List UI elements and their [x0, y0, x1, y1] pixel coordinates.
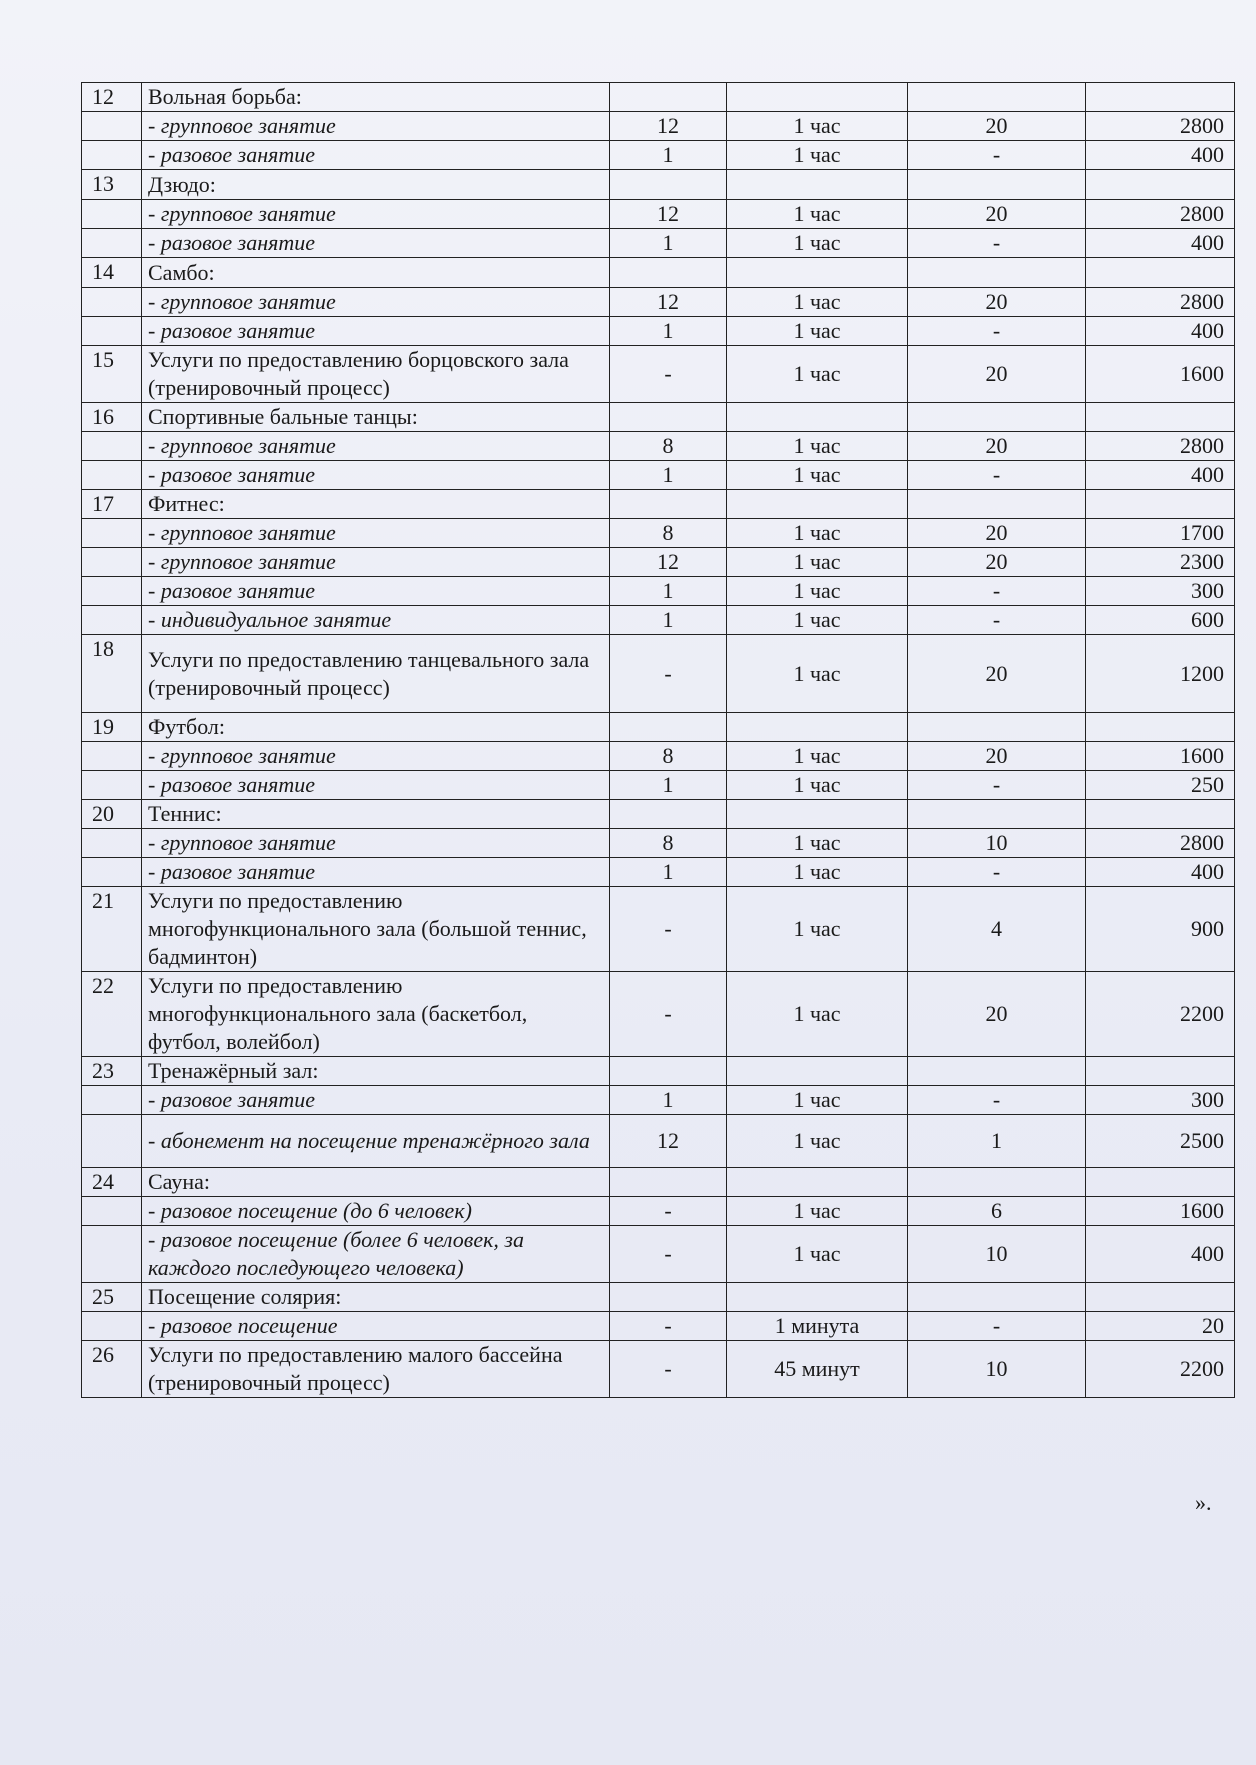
sessions-count: 12 — [610, 200, 727, 229]
row-number — [82, 577, 142, 606]
price-value — [1086, 800, 1235, 829]
table-row — [82, 317, 1235, 346]
price-value: 400 — [1086, 1226, 1235, 1283]
group-capacity: 20 — [908, 548, 1086, 577]
row-number — [82, 1086, 142, 1115]
group-capacity — [908, 403, 1086, 432]
row-number — [82, 1197, 142, 1226]
service-name: - абонемент на посещение тренажёрного зала — [142, 1115, 610, 1168]
table-row — [82, 800, 1235, 829]
service-name: Тренажёрный зал: — [142, 1057, 610, 1086]
table-row — [82, 346, 1235, 403]
service-name: - разовое занятие — [142, 461, 610, 490]
session-duration: 1 час — [727, 519, 908, 548]
service-name: - групповое занятие — [142, 829, 610, 858]
session-duration: 1 час — [727, 887, 908, 972]
table-row — [82, 972, 1235, 1057]
service-name: - индивидуальное занятие — [142, 606, 610, 635]
service-name: - групповое занятие — [142, 112, 610, 141]
row-number: 13 — [82, 170, 142, 200]
service-name: Вольная борьба: — [142, 83, 610, 112]
table-row — [82, 1283, 1235, 1312]
sessions-count — [610, 713, 727, 742]
sessions-count: - — [610, 635, 727, 713]
session-duration — [727, 403, 908, 432]
price-value: 400 — [1086, 229, 1235, 258]
sessions-count: 12 — [610, 288, 727, 317]
service-name: - разовое занятие — [142, 1086, 610, 1115]
sessions-count: 1 — [610, 317, 727, 346]
row-number: 19 — [82, 713, 142, 742]
table-row — [82, 548, 1235, 577]
row-number: 26 — [82, 1341, 142, 1398]
price-value — [1086, 258, 1235, 288]
session-duration: 1 час — [727, 972, 908, 1057]
row-number — [82, 548, 142, 577]
table-row — [82, 403, 1235, 432]
group-capacity: 10 — [908, 829, 1086, 858]
price-value: 2800 — [1086, 432, 1235, 461]
group-capacity: 20 — [908, 635, 1086, 713]
table-row — [82, 432, 1235, 461]
sessions-count: 1 — [610, 771, 727, 800]
session-duration: 1 час — [727, 577, 908, 606]
session-duration — [727, 1283, 908, 1312]
price-value: 2200 — [1086, 1341, 1235, 1398]
row-number — [82, 288, 142, 317]
price-value: 2800 — [1086, 112, 1235, 141]
row-number — [82, 1226, 142, 1283]
session-duration — [727, 1057, 908, 1086]
group-capacity — [908, 1057, 1086, 1086]
table-row — [82, 112, 1235, 141]
sessions-count — [610, 1283, 727, 1312]
session-duration: 1 час — [727, 461, 908, 490]
row-number: 14 — [82, 258, 142, 288]
price-value: 20 — [1086, 1312, 1235, 1341]
service-name: - групповое занятие — [142, 742, 610, 771]
row-number: 18 — [82, 635, 142, 713]
sessions-count — [610, 83, 727, 112]
service-name: - разовое занятие — [142, 317, 610, 346]
price-value: 400 — [1086, 858, 1235, 887]
price-value: 300 — [1086, 1086, 1235, 1115]
price-value: 1600 — [1086, 1197, 1235, 1226]
sessions-count: 8 — [610, 519, 727, 548]
price-value — [1086, 170, 1235, 200]
table-row — [82, 771, 1235, 800]
session-duration: 1 час — [727, 1086, 908, 1115]
sessions-count: - — [610, 887, 727, 972]
table-row — [82, 1341, 1235, 1398]
session-duration — [727, 490, 908, 519]
row-number: 24 — [82, 1168, 142, 1197]
sessions-count: 12 — [610, 1115, 727, 1168]
sessions-count — [610, 1057, 727, 1086]
sessions-count: 1 — [610, 577, 727, 606]
price-value: 400 — [1086, 317, 1235, 346]
sessions-count: 1 — [610, 858, 727, 887]
row-number — [82, 112, 142, 141]
group-capacity: - — [908, 141, 1086, 170]
table-row — [82, 1086, 1235, 1115]
service-name: - разовое посещение (более 6 человек, за каждого последующего человека) — [142, 1226, 610, 1283]
sessions-count — [610, 490, 727, 519]
row-number: 23 — [82, 1057, 142, 1086]
group-capacity: - — [908, 858, 1086, 887]
table-row — [82, 1226, 1235, 1283]
group-capacity — [908, 170, 1086, 200]
row-number — [82, 461, 142, 490]
group-capacity: 20 — [908, 519, 1086, 548]
service-name: Теннис: — [142, 800, 610, 829]
row-number — [82, 858, 142, 887]
service-name: Фитнес: — [142, 490, 610, 519]
group-capacity: 20 — [908, 742, 1086, 771]
group-capacity — [908, 800, 1086, 829]
row-number: 21 — [82, 887, 142, 972]
session-duration: 1 час — [727, 317, 908, 346]
table-row — [82, 1312, 1235, 1341]
price-value — [1086, 403, 1235, 432]
sessions-count — [610, 170, 727, 200]
table-row — [82, 1057, 1235, 1086]
service-name: Сауна: — [142, 1168, 610, 1197]
group-capacity: 10 — [908, 1226, 1086, 1283]
service-name: - разовое посещение — [142, 1312, 610, 1341]
price-value: 2500 — [1086, 1115, 1235, 1168]
table-row — [82, 519, 1235, 548]
group-capacity: 20 — [908, 432, 1086, 461]
service-name: - разовое посещение (до 6 человек) — [142, 1197, 610, 1226]
sessions-count: 1 — [610, 1086, 727, 1115]
group-capacity: 20 — [908, 112, 1086, 141]
service-name: Услуги по предоставлению многофункционального зала (большой теннис, бадминтон) — [142, 887, 610, 972]
service-name: Посещение солярия: — [142, 1283, 610, 1312]
row-number: 25 — [82, 1283, 142, 1312]
price-value — [1086, 713, 1235, 742]
sessions-count — [610, 800, 727, 829]
group-capacity: 6 — [908, 1197, 1086, 1226]
table-row — [82, 829, 1235, 858]
row-number: 12 — [82, 83, 142, 112]
table-row — [82, 742, 1235, 771]
row-number — [82, 200, 142, 229]
session-duration — [727, 83, 908, 112]
table-row — [82, 83, 1235, 112]
price-value: 1700 — [1086, 519, 1235, 548]
service-name: Дзюдо: — [142, 170, 610, 200]
session-duration: 1 час — [727, 771, 908, 800]
service-name: - разовое занятие — [142, 771, 610, 800]
session-duration: 1 час — [727, 346, 908, 403]
table-row — [82, 490, 1235, 519]
sessions-count: 8 — [610, 432, 727, 461]
session-duration: 1 час — [727, 229, 908, 258]
table-row — [82, 1197, 1235, 1226]
price-value: 2800 — [1086, 829, 1235, 858]
group-capacity — [908, 713, 1086, 742]
row-number — [82, 1115, 142, 1168]
sessions-count: 8 — [610, 742, 727, 771]
group-capacity: - — [908, 1086, 1086, 1115]
session-duration: 1 час — [727, 1115, 908, 1168]
session-duration: 1 час — [727, 432, 908, 461]
row-number — [82, 771, 142, 800]
session-duration — [727, 258, 908, 288]
sessions-count: - — [610, 346, 727, 403]
table-row — [82, 258, 1235, 288]
sessions-count — [610, 1168, 727, 1197]
service-name: Услуги по предоставлению танцевального зала (тренировочный процесс) — [142, 635, 610, 713]
closing-quote-mark: ». — [1195, 1490, 1212, 1515]
service-name: - разовое занятие — [142, 229, 610, 258]
row-number — [82, 519, 142, 548]
service-name: - разовое занятие — [142, 141, 610, 170]
row-number — [82, 829, 142, 858]
price-value: 400 — [1086, 141, 1235, 170]
service-name: Услуги по предоставлению многофункционального зала (баскетбол, футбол, волейбол) — [142, 972, 610, 1057]
group-capacity: - — [908, 317, 1086, 346]
price-value: 250 — [1086, 771, 1235, 800]
price-value — [1086, 1283, 1235, 1312]
sessions-count: - — [610, 1312, 727, 1341]
table-row — [82, 1115, 1235, 1168]
sessions-count: 8 — [610, 829, 727, 858]
service-name: - разовое занятие — [142, 858, 610, 887]
price-value: 2200 — [1086, 972, 1235, 1057]
session-duration: 1 час — [727, 858, 908, 887]
sessions-count: - — [610, 972, 727, 1057]
group-capacity: 20 — [908, 288, 1086, 317]
sessions-count: 12 — [610, 112, 727, 141]
row-number — [82, 229, 142, 258]
service-name: Спортивные бальные танцы: — [142, 403, 610, 432]
price-value: 2800 — [1086, 288, 1235, 317]
price-table-body — [82, 83, 1235, 1398]
group-capacity: 20 — [908, 200, 1086, 229]
price-value — [1086, 83, 1235, 112]
row-number — [82, 742, 142, 771]
group-capacity — [908, 1168, 1086, 1197]
sessions-count: - — [610, 1197, 727, 1226]
row-number — [82, 1312, 142, 1341]
group-capacity: - — [908, 577, 1086, 606]
session-duration: 1 час — [727, 112, 908, 141]
price-value: 1200 — [1086, 635, 1235, 713]
group-capacity: 10 — [908, 1341, 1086, 1398]
service-name: - групповое занятие — [142, 288, 610, 317]
row-number: 15 — [82, 346, 142, 403]
table-row — [82, 577, 1235, 606]
session-duration: 1 час — [727, 548, 908, 577]
session-duration: 1 минута — [727, 1312, 908, 1341]
table-row — [82, 858, 1235, 887]
service-name: Услуги по предоставлению малого бассейна (тренировочный процесс) — [142, 1341, 610, 1398]
price-value: 400 — [1086, 461, 1235, 490]
sessions-count: - — [610, 1226, 727, 1283]
session-duration — [727, 170, 908, 200]
row-number — [82, 432, 142, 461]
group-capacity — [908, 258, 1086, 288]
session-duration: 45 минут — [727, 1341, 908, 1398]
group-capacity: - — [908, 461, 1086, 490]
sessions-count: - — [610, 1341, 727, 1398]
sessions-count — [610, 403, 727, 432]
group-capacity — [908, 490, 1086, 519]
session-duration: 1 час — [727, 200, 908, 229]
sessions-count: 1 — [610, 461, 727, 490]
price-value: 300 — [1086, 577, 1235, 606]
session-duration: 1 час — [727, 141, 908, 170]
price-value: 2300 — [1086, 548, 1235, 577]
price-value: 1600 — [1086, 346, 1235, 403]
group-capacity: 20 — [908, 972, 1086, 1057]
group-capacity: - — [908, 606, 1086, 635]
service-name: - разовое занятие — [142, 577, 610, 606]
row-number — [82, 141, 142, 170]
session-duration — [727, 713, 908, 742]
sessions-count — [610, 258, 727, 288]
group-capacity: - — [908, 229, 1086, 258]
session-duration: 1 час — [727, 742, 908, 771]
sessions-count: 12 — [610, 548, 727, 577]
service-name: Футбол: — [142, 713, 610, 742]
row-number — [82, 606, 142, 635]
session-duration: 1 час — [727, 635, 908, 713]
table-row — [82, 713, 1235, 742]
table-row — [82, 229, 1235, 258]
price-value: 900 — [1086, 887, 1235, 972]
price-value: 2800 — [1086, 200, 1235, 229]
table-row — [82, 141, 1235, 170]
table-row — [82, 887, 1235, 972]
service-name: - групповое занятие — [142, 432, 610, 461]
service-name: - групповое занятие — [142, 200, 610, 229]
service-name: - групповое занятие — [142, 519, 610, 548]
group-capacity: 4 — [908, 887, 1086, 972]
session-duration: 1 час — [727, 1226, 908, 1283]
session-duration: 1 час — [727, 288, 908, 317]
session-duration — [727, 1168, 908, 1197]
session-duration: 1 час — [727, 1197, 908, 1226]
group-capacity: 20 — [908, 346, 1086, 403]
price-value — [1086, 490, 1235, 519]
group-capacity — [908, 1283, 1086, 1312]
table-row — [82, 635, 1235, 713]
price-value: 1600 — [1086, 742, 1235, 771]
sessions-count: 1 — [610, 141, 727, 170]
table-row — [82, 461, 1235, 490]
service-name: Услуги по предоставлению борцовского зала (тренировочный процесс) — [142, 346, 610, 403]
row-number: 17 — [82, 490, 142, 519]
sessions-count: 1 — [610, 229, 727, 258]
table-row — [82, 1168, 1235, 1197]
service-name: Самбо: — [142, 258, 610, 288]
group-capacity: - — [908, 771, 1086, 800]
row-number — [82, 317, 142, 346]
group-capacity: 1 — [908, 1115, 1086, 1168]
row-number: 20 — [82, 800, 142, 829]
price-table — [81, 82, 1235, 1398]
table-row — [82, 200, 1235, 229]
price-value — [1086, 1168, 1235, 1197]
session-duration: 1 час — [727, 829, 908, 858]
price-value — [1086, 1057, 1235, 1086]
session-duration — [727, 800, 908, 829]
group-capacity: - — [908, 1312, 1086, 1341]
service-name: - групповое занятие — [142, 548, 610, 577]
row-number: 22 — [82, 972, 142, 1057]
table-row — [82, 170, 1235, 200]
row-number: 16 — [82, 403, 142, 432]
sessions-count: 1 — [610, 606, 727, 635]
table-row — [82, 288, 1235, 317]
table-row — [82, 606, 1235, 635]
session-duration: 1 час — [727, 606, 908, 635]
price-value: 600 — [1086, 606, 1235, 635]
group-capacity — [908, 83, 1086, 112]
